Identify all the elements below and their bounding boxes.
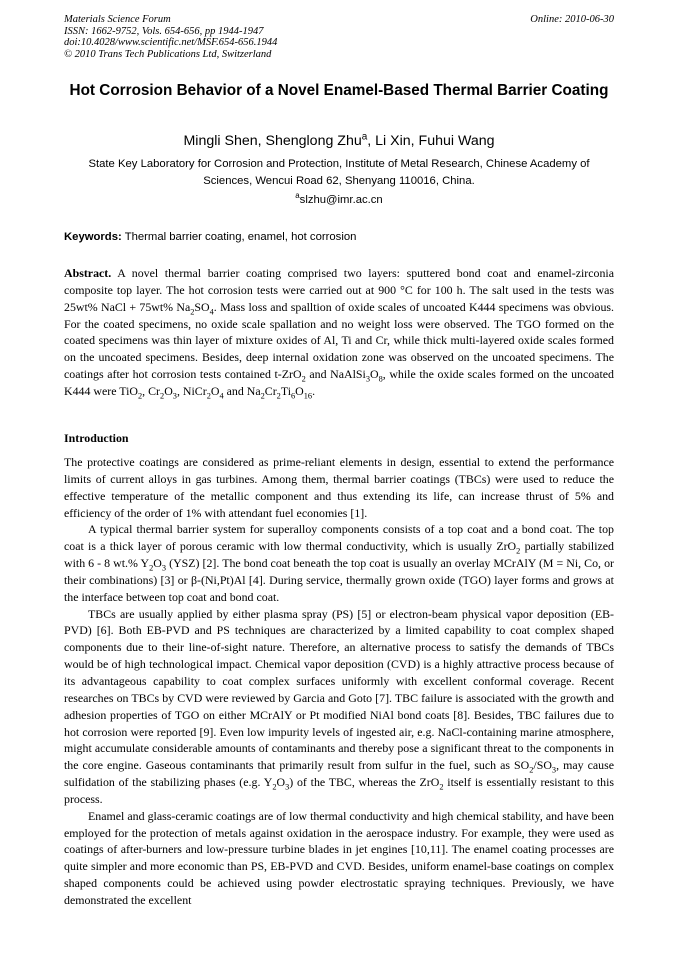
keywords-text: Thermal barrier coating, enamel, hot corrosion: [121, 231, 357, 243]
subscript: 2: [260, 391, 265, 401]
abstract-text: and Na: [223, 383, 261, 398]
section-heading-introduction: Introduction: [64, 431, 129, 445]
subscript: 4: [209, 307, 214, 317]
abstract-text: A novel thermal barrier coating comprised two layers: sputtered bond coat and enamel-zirconia composite top layer. The hot corrosion tests were carried out at 900 °C for 100 h. The salt used in the tests was 25wt% NaCl + 75wt% Na: [64, 266, 614, 314]
body-text: ) of the TBC, whereas the ZrO: [289, 775, 440, 790]
abstract-text: .: [312, 383, 316, 398]
author-name: Mingli Shen,: [183, 133, 266, 149]
abstract-text: and NaAlSi: [305, 367, 366, 382]
journal-header: [64, 14, 614, 60]
author-affiliation-mark: a: [361, 131, 368, 143]
abstract-text: , NiCr: [176, 383, 207, 398]
subscript: 6: [291, 391, 296, 401]
body-paragraph: Enamel and glass-ceramic coatings are of low thermal conductivity and high chemical stability, and have been employed for the protection of metals against oxidation in the aerospace industry. For example, they were used as coatings of after-burners and low-pressure turbine blades in jet engines [10,11]. The enamel coating processes are quite simpler and more economic than PS, EB-PVD and CVD. Besides, uniform enamel-base coatings on complex shaped components could be achieved using powder electrostatic spraying techniques. Previously, we have demonstrated the excellent: [64, 808, 614, 907]
body-paragraph: The protective coatings are considered as prime-reliant elements in design, essential to extend the performance limits of current alloys in gas turbines. Among them, thermal barrier coatings (TBCs) were used to reduce the effective temperature of the metallic component and thus extending its life, can increase thrust of 5% and efficiency of the order of 1% with attendant fuel economies [1].: [64, 455, 614, 520]
body-text: (YSZ) [2]. The bond coat beneath the top coat is usually an overlay MCrAlY (M = Ni, Co, or their combinations) [3] or β-(Ni,Pt)Al [4]. During service, thermally grown oxide (TGO) layer forms and grows at the interface between top coat and bond coat.: [64, 556, 614, 604]
subscript: 2: [190, 307, 195, 317]
body-text: O: [276, 775, 286, 790]
body-text: , may cause sulfidation of the stabilizing phases (e.g. Y: [64, 758, 614, 790]
subscript: 2: [160, 391, 165, 401]
abstract-paragraph: [64, 265, 614, 400]
subscript: 3: [285, 782, 290, 792]
subscript: 3: [172, 391, 177, 401]
doi-line[interactable]: doi:10.4028/www.scientific.net/MSF.654-656.1944: [64, 37, 278, 48]
abstract-text: O: [164, 383, 173, 398]
corresponding-email: [64, 192, 614, 209]
subscript: 2: [206, 391, 211, 401]
abstract-text: . Mass loss and spalltion of oxide scales of uncoated K444 specimens was obvious. For the coated specimens, no oxide scale spallation and no weight loss were observed. The TGO formed on the coated specimens was thin layer of mixture oxides of Al, Ti and Cr, while thick multi-layered oxide scales formed on the uncoated specimens. Besides, deep internal oxidation zone was observed on the uncoated specimens. The coatings after hot corrosion tests contained t-ZrO: [64, 299, 615, 382]
author-name: , Li Xin, Fuhui Wang: [367, 133, 495, 149]
abstract-text: O: [210, 383, 220, 398]
subscript: 3: [551, 765, 557, 775]
body-text: /SO: [533, 758, 552, 773]
subscript: 2: [138, 391, 143, 401]
author-name: Shenglong Zhu: [265, 133, 362, 149]
abstract-text: O: [295, 383, 304, 398]
body-text: itself is essentially resistant to this process.: [64, 775, 615, 806]
subscript: 3: [365, 374, 370, 384]
online-date: Online: 2010-06-30: [530, 14, 614, 25]
abstract-text: , while the oxide scales formed on the uncoated K444 were TiO: [64, 367, 614, 398]
body-text: partially stabilized with 6 - 8 wt.% Y: [64, 539, 614, 571]
abstract-text: Cr: [264, 383, 277, 398]
author-list: [64, 132, 614, 150]
body-text: O: [153, 556, 162, 571]
subscript: 2: [529, 765, 534, 775]
keywords: [64, 229, 614, 246]
subscript: 2: [149, 563, 154, 573]
affiliation: State Key Laboratory for Corrosion and Protection, Institute of Metal Research, Chinese Academy of Sciences, Wencui Road 62, Shenyang 110016, China.: [88, 158, 590, 187]
subscript: 8: [378, 374, 383, 384]
copyright-line: © 2010 Trans Tech Publications Ltd, Switzerland: [64, 48, 272, 60]
paper-title: Hot Corrosion Behavior of a Novel Enamel-Based Thermal Barrier Coating: [69, 82, 609, 99]
issn-line: ISSN: 1662-9752, Vols. 654-656, pp 1944-1947: [64, 25, 264, 37]
subscript: 2: [516, 546, 521, 556]
abstract-text: Ti: [280, 383, 291, 398]
subscript: 2: [272, 782, 277, 792]
body-paragraph: [64, 521, 614, 605]
abstract-text: , Cr: [142, 383, 161, 398]
subscript: 2: [301, 374, 306, 384]
subscript: 2: [439, 782, 444, 792]
email-address[interactable]: slzhu@imr.ac.cn: [299, 194, 383, 206]
abstract-text: O: [369, 367, 379, 382]
keywords-label: Keywords:: [64, 231, 122, 243]
journal-name: Materials Science Forum: [64, 14, 171, 25]
subscript: 16: [303, 391, 313, 401]
subscript: 4: [219, 391, 224, 401]
introduction-body: [64, 454, 614, 909]
abstract: [64, 265, 614, 400]
email-mark: a: [295, 191, 300, 201]
body-text: A typical thermal barrier system for superalloy components consists of a top coat and a bond coat. The top coat is a thick layer of porous ceramic with low thermal conductivity, which is usually ZrO: [64, 522, 614, 554]
body-text: TBCs are usually applied by either plasma spray (PS) [5] or electron-beam physical vapor deposition (EB-PVD) [6]. Both EB-PVD and PS techniques are characterized by a limited capability to coat complex shaped components due to their line-of-sight nature. Therefore, an alternative process to satisfy the demands of TBCs would be of high technological impact. Chemical vapor deposition (CVD) is a highly attractive process because of its advantageous capability to coat complex surfaces uniformly with excellent conformal coverage. Recent researches on TBCs by CVD were reviewed by Garcia and Goto [7]. TBC failure is associated with the growth and adhesion properties of TGO on either MCrAlY or Pt modified NiAl bond coats [8]. Besides, TBC failures due to hot corrosion were reported [9]. Even low impurity levels of ingested air, e.g. NaCl-containing marine atmosphere, might accumulate considerable amounts of contaminants and thereby pose a significant threat to the components in the core engine. Gaseous contaminants that primarily result from sulfur in the fuel, such as SO: [64, 606, 614, 773]
abstract-label: Abstract.: [64, 266, 112, 280]
subscript: 3: [161, 563, 167, 573]
body-paragraph: [64, 606, 614, 808]
subscript: 2: [276, 391, 281, 401]
abstract-text: SO: [194, 299, 210, 314]
